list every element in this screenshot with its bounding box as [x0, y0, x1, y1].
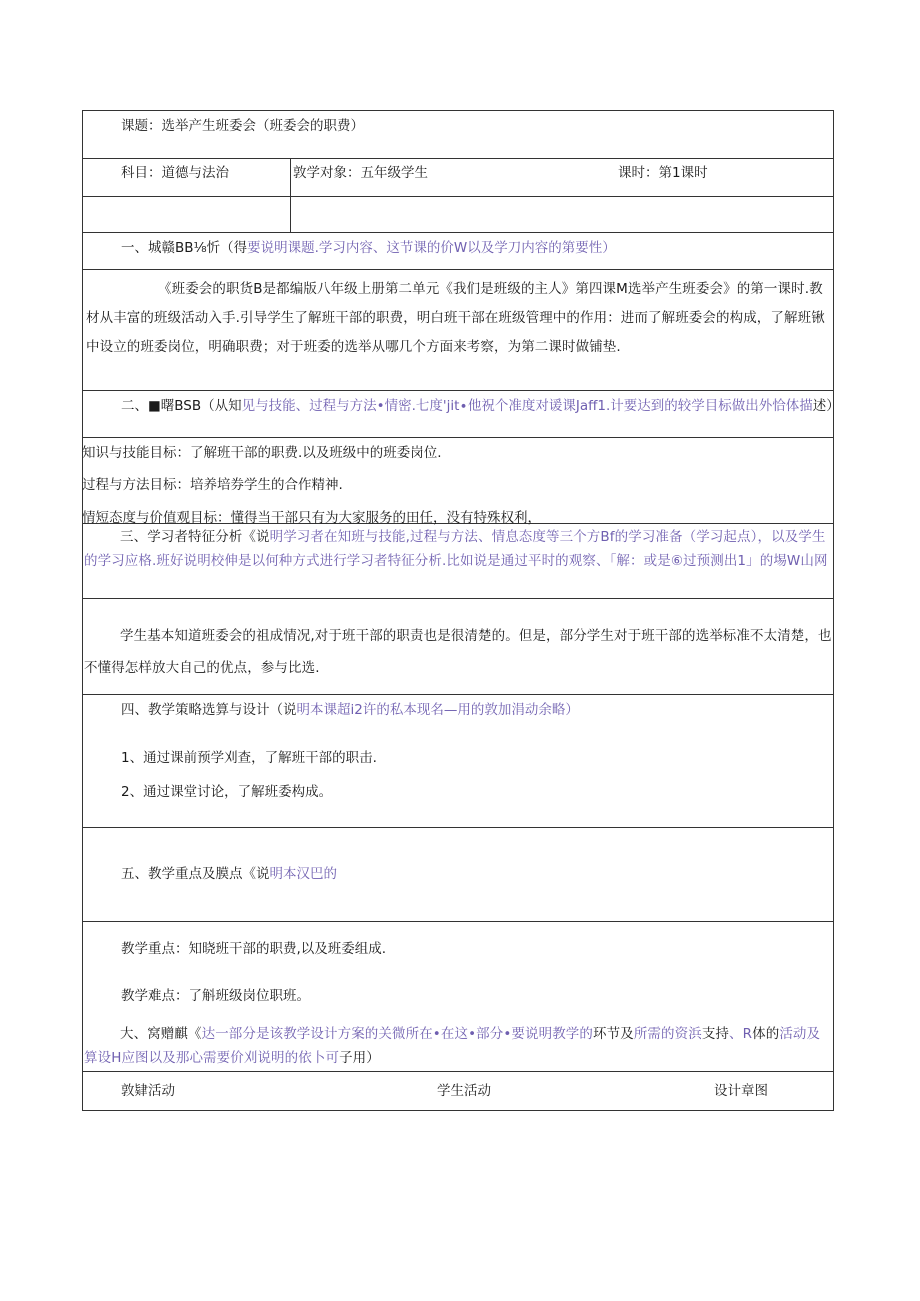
section6-heading-note: 活动及算设H应图以及那心需要价刈说明的依卜可	[84, 1026, 821, 1066]
column-divider	[290, 158, 291, 232]
section5-heading	[121, 865, 337, 883]
row-divider	[83, 158, 833, 159]
section4-heading-main: 四、教学策略选算与设计（说	[121, 702, 297, 718]
column-student-activity: 学生活动	[437, 1083, 491, 1099]
section6-heading-main: 大、窝赠麒《	[120, 1026, 202, 1042]
section6-heading-note: 、R	[729, 1026, 753, 1042]
row-divider	[83, 1071, 833, 1072]
section3-body: 学生基本知道班委会的祖成情况,对于班干部的职责也是很清楚的。但是，部分学生对于班干部的选举标准不太清楚，也不懂得怎样放大自己的优点，参与比选.	[84, 628, 832, 676]
audience-label: 敦学对象：五年级学生	[293, 165, 428, 181]
row-divider	[83, 390, 833, 391]
section6-heading-tail: 子用）	[339, 1050, 380, 1066]
section6-heading-note: 达一部分是该教学设计方案的关微所在•在这•部分•要说明教学的	[201, 1026, 593, 1042]
section6-heading-note: 所需的资浜	[633, 1026, 702, 1042]
section2-heading	[121, 397, 840, 415]
difficulty-point: 教学难点：了斛班级岗位职班。	[121, 988, 310, 1004]
row-divider	[83, 598, 833, 599]
section2-heading-note: 见与技能、过程与方法•情密.七度'jit∙他祝个准度对谖课Jaff1.计要达到的较学目标做出外恰体描	[241, 398, 813, 414]
section3-heading-note: 明学习者在知班与技能,过程与方法、情息态度等三个方Bf的学习准备（学习起点），以及学生的学习应格.班好说明校伸是以何种方式进行学习者特征分析.比如说是通过平时的观察、「解：或是⑥过预测出1」的埸W山网	[84, 529, 828, 569]
section3-heading-main: 三、学习者特征分析《说	[120, 529, 270, 545]
section5-heading-note: 明本汉巴的	[269, 866, 337, 882]
period-label: 课时：第1课时	[618, 165, 708, 181]
column-teacher-activity: 敦肄活动	[121, 1083, 175, 1099]
section6-heading-part: 支持	[701, 1026, 730, 1042]
section2-heading-tail: 述）	[812, 398, 840, 414]
row-divider	[83, 437, 833, 438]
row-divider	[83, 232, 833, 233]
goal-process: 过程与方法目标：培养培券学生的合作精神.	[82, 477, 343, 493]
row-divider	[83, 694, 833, 695]
section6-heading-part: 环节及	[593, 1026, 634, 1042]
row-divider	[83, 827, 833, 828]
subject-label: 科目：道德与法治	[121, 165, 229, 181]
key-point: 教学重点：知晓班干部的职费,以及班委组成.	[121, 941, 387, 957]
column-design-intent: 设计章图	[714, 1083, 768, 1099]
section2-heading-main: 二、■曙BSB（从知	[121, 398, 242, 414]
section1-heading	[121, 239, 616, 257]
section6-heading-part: 体的	[752, 1026, 780, 1042]
section1-body: 《班委会的职货B是都编版八年级上册第二单元《我们是班级的主人》第四课M选举产生班委会》的第一课时.教材从丰富的班级活动入手.引导学生了解班干部的职费，明白班干部在班级管理中的作用：进而了解班委会的构成，了解班锹中设立的班委岗位，明确职费；对于班委的选举从哪几个方面来考察，为第二课时做铺垫.	[86, 281, 825, 355]
row-divider	[83, 196, 833, 197]
goal-attitude: 情短态度与价值观目标：懂得当干部只有为大家服务的田任，没有特殊权利，	[82, 510, 541, 526]
section4-heading	[121, 701, 579, 719]
topic-label: 课题：选举产生班委会（班委会的职费）	[121, 118, 364, 134]
section1-heading-note: 要说明课题.学习内容、这节课的价W以及学刀内容的第要性）	[247, 240, 616, 256]
goal-knowledge: 知识与技能目标：了解班干部的职费.以及班级中的班委岗位.	[82, 445, 442, 461]
section3-heading	[84, 525, 832, 573]
section1-heading-main: 一、城赣BB⅛忻（得	[121, 240, 248, 256]
strategy-item: 2、通过课堂讨论，了解班委构成。	[121, 784, 333, 800]
row-divider	[83, 921, 833, 922]
lesson-plan-table	[82, 110, 834, 1111]
section6-heading	[84, 1022, 832, 1070]
strategy-item: 1、通过课前预学刈查，了解班干部的职击.	[121, 750, 377, 766]
section5-heading-main: 五、教学重点及膜点《说	[121, 866, 270, 882]
row-divider	[83, 269, 833, 270]
section4-heading-note: 明本课超i2许的私本现名—用的敦加涓动余略）	[296, 702, 579, 718]
